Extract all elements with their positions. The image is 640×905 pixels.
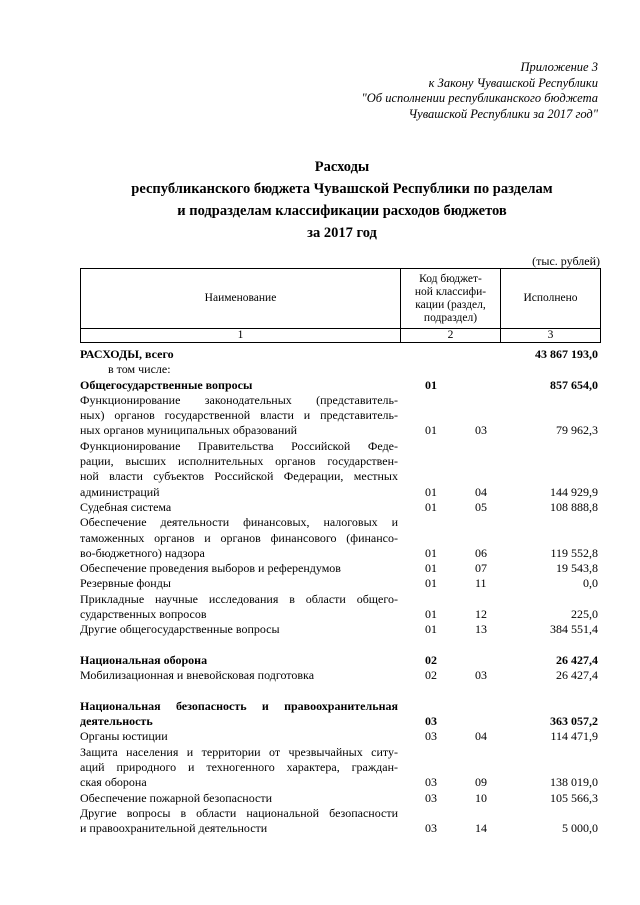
row-executed-value: 0,0 <box>583 576 598 591</box>
row-name-line: РАСХОДЫ, всего <box>80 347 174 361</box>
row-name-line: таможенных органов и органов финансового (финансо- <box>80 530 398 545</box>
row-executed-value: 26 427,4 <box>556 652 598 667</box>
table-row <box>80 622 600 637</box>
row-executed-value: 138 019,0 <box>550 775 598 790</box>
table-row <box>80 500 600 515</box>
row-section-code: 03 <box>425 821 437 836</box>
row-subsection-code: 03 <box>475 668 487 683</box>
row-subsection-code: 04 <box>475 729 487 744</box>
table-row <box>80 393 600 439</box>
row-subsection-code: 11 <box>475 576 487 591</box>
table-row <box>80 347 600 362</box>
row-name-line: Прикладные научные исследования в области общего- <box>80 591 398 606</box>
row-name-line: Функционирование законодательных (представитель- <box>80 392 398 407</box>
title-line: Расходы <box>314 159 370 175</box>
table-row <box>80 699 600 730</box>
row-section-code: 03 <box>425 729 437 744</box>
appendix-note <box>298 60 598 122</box>
row-executed-value: 363 057,2 <box>550 714 598 729</box>
row-name-line: деятельность <box>80 714 153 729</box>
table-row <box>80 561 600 576</box>
table-row <box>80 576 600 591</box>
row-subsection-code: 09 <box>475 775 487 790</box>
row-name-line: Функционирование Правительства Российской Феде- <box>80 438 398 453</box>
row-executed-value: 5 000,0 <box>562 821 598 836</box>
row-section-code: 02 <box>425 652 437 667</box>
row-name-line: Мобилизационная и вневойсковая подготовка <box>80 668 315 683</box>
row-section-code: 01 <box>425 423 437 438</box>
row-name-line: в том числе: <box>108 362 171 377</box>
row-subsection-code: 07 <box>475 561 487 576</box>
row-name <box>80 378 398 393</box>
row-section-code: 01 <box>425 561 437 576</box>
row-section-code: 01 <box>425 499 437 514</box>
header-row <box>81 269 601 329</box>
row-subsection-code: 06 <box>475 545 487 560</box>
row-section-code: 01 <box>425 484 437 499</box>
row-name <box>80 561 398 576</box>
row-name-line: Другие вопросы в области национальной безопасности <box>80 805 398 820</box>
column-number-row <box>81 329 601 343</box>
row-section-code: 02 <box>425 668 437 683</box>
appendix-line: к Закону Чувашской Республики <box>428 75 598 90</box>
column-number: 2 <box>401 329 501 343</box>
table-row <box>80 791 600 806</box>
column-number: 3 <box>501 329 601 343</box>
title-line: и подразделам классификации расходов бюджетов <box>177 203 507 219</box>
header-code-line: кации (раздел, <box>415 298 486 311</box>
row-name <box>80 729 398 744</box>
header-code-line: ной классифи- <box>414 285 487 298</box>
table-row <box>80 729 600 744</box>
header-code-line: Код бюджет- <box>419 272 482 285</box>
row-name <box>80 668 398 683</box>
row-subsection-code: 14 <box>475 821 487 836</box>
table-row <box>80 653 600 668</box>
row-section-code: 01 <box>425 622 437 637</box>
row-name-line: ных) органов государственной власти и представитель- <box>80 408 398 423</box>
row-name-line: Защита населения и территории от чрезвычайных ситу- <box>80 744 398 759</box>
row-section-code: 03 <box>425 714 437 729</box>
table-row <box>80 806 600 837</box>
table-row <box>80 592 600 623</box>
table-row <box>80 378 600 393</box>
row-subsection-code: 12 <box>475 607 487 622</box>
row-name-line: Национальная безопасность и правоохранительная <box>80 698 398 713</box>
row-name-line: Обеспечение пожарной безопасности <box>80 790 273 805</box>
row-name <box>80 791 398 806</box>
column-number: 1 <box>81 329 401 343</box>
row-section-code: 01 <box>425 377 437 392</box>
header-executed: Исполнено <box>501 269 601 329</box>
row-executed-value: 108 888,8 <box>550 499 598 514</box>
row-subsection-code: 05 <box>475 499 487 514</box>
appendix-line: "Об исполнении республиканского бюджета <box>361 91 598 105</box>
row-name <box>80 347 398 362</box>
row-spacer <box>80 684 600 699</box>
row-name <box>80 393 398 439</box>
row-name-line: во-бюджетного) надзора <box>80 545 205 560</box>
row-executed-value: 79 962,3 <box>556 423 598 438</box>
units-label: (тыс. рублей) <box>532 254 600 268</box>
row-name-line: Обеспечение проведения выборов и референдумов <box>80 561 341 576</box>
row-executed-value: 144 929,9 <box>550 484 598 499</box>
row-name <box>80 576 398 591</box>
row-subsection-code: 13 <box>475 622 487 637</box>
row-name-line: аций природного и техногенного характера, граждан- <box>80 760 398 775</box>
row-executed-value: 225,0 <box>571 607 598 622</box>
row-section-code: 01 <box>425 545 437 560</box>
row-name <box>80 653 398 668</box>
table-header <box>80 268 601 343</box>
header-code <box>401 269 501 329</box>
row-name-line: ной власти субъектов Российской Федерации, местных <box>80 469 398 484</box>
document-title <box>82 156 602 244</box>
row-name-line: рации, высших исполнительных органов государствен- <box>80 454 398 469</box>
row-subsection-code: 10 <box>475 790 487 805</box>
row-section-code: 01 <box>425 607 437 622</box>
row-executed-value: 43 867 193,0 <box>535 347 598 361</box>
row-name-line: Органы юстиции <box>80 729 168 744</box>
row-executed-value: 857 654,0 <box>550 377 598 392</box>
row-name <box>80 592 398 623</box>
row-name <box>80 439 398 500</box>
row-name-line: Обеспечение деятельности финансовых, налоговых и <box>80 515 398 530</box>
row-executed-value: 119 552,8 <box>550 545 598 560</box>
row-name-line: Другие общегосударственные вопросы <box>80 622 280 637</box>
row-executed-value: 26 427,4 <box>556 668 598 683</box>
row-name <box>80 362 398 377</box>
row-name-line: ская оборона <box>80 775 147 790</box>
title-line: за 2017 год <box>307 225 377 241</box>
row-name <box>80 699 398 730</box>
header-code-line: подраздел) <box>423 311 478 324</box>
row-name-line: Резервные фонды <box>80 576 171 591</box>
row-name-line: администраций <box>80 484 160 499</box>
row-section-code: 03 <box>425 775 437 790</box>
header-name: Наименование <box>81 269 401 329</box>
row-name-line: ных органов муниципальных образований <box>80 423 298 438</box>
row-spacer <box>80 638 600 653</box>
appendix-line: Приложение 3 <box>520 60 598 74</box>
row-executed-value: 19 543,8 <box>556 561 598 576</box>
row-subsection-code: 04 <box>475 484 487 499</box>
table-row <box>80 515 600 561</box>
table-row <box>80 668 600 683</box>
row-name-line: сударственных вопросов <box>80 607 207 622</box>
table-body <box>80 347 600 837</box>
row-name-line: Судебная система <box>80 499 172 514</box>
row-executed-value: 114 471,9 <box>550 729 598 744</box>
row-name-line: Общегосударственные вопросы <box>80 377 253 392</box>
table-row <box>80 745 600 791</box>
table-row <box>80 439 600 500</box>
row-name-line: и правоохранительной деятельности <box>80 821 268 836</box>
title-line: республиканского бюджета Чувашской Республики по разделам <box>131 181 553 197</box>
row-subsection-code: 03 <box>475 423 487 438</box>
appendix-line: Чувашской Республики за 2017 год" <box>408 106 598 121</box>
row-name <box>80 806 398 837</box>
row-name <box>80 500 398 515</box>
row-name <box>80 745 398 791</box>
row-name-line: Национальная оборона <box>80 652 208 667</box>
row-section-code: 03 <box>425 790 437 805</box>
row-executed-value: 384 551,4 <box>550 622 598 637</box>
row-executed-value: 105 566,3 <box>550 790 598 805</box>
row-name <box>80 622 398 637</box>
row-section-code: 01 <box>425 576 437 591</box>
row-name <box>80 515 398 561</box>
table-row <box>80 362 600 377</box>
